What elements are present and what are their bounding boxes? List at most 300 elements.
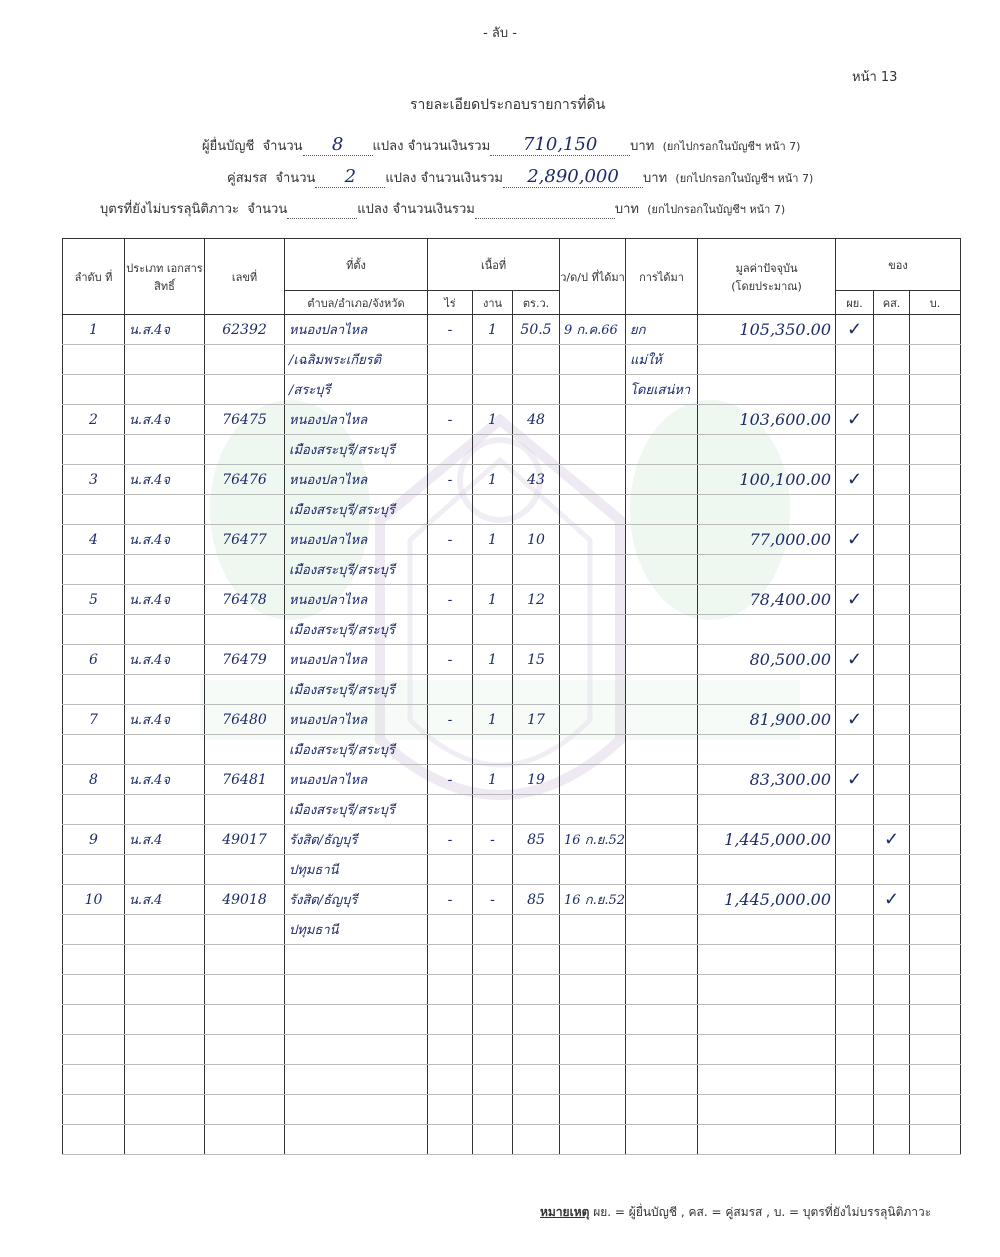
cell-doc-no — [205, 855, 285, 885]
cell-owner-decl — [836, 495, 874, 525]
table-row — [63, 1125, 961, 1155]
cell-date — [560, 615, 626, 645]
footnote-text: ผย. = ผู้ยื่นบัญชี , คส. = คู่สมรส , บ. = บุตรที่ยังไม่บรรลุนิติภาวะ — [593, 1205, 932, 1219]
table-row — [63, 705, 961, 735]
cell-owner-decl: ✓ — [836, 405, 874, 435]
cell-owner-decl: ✓ — [836, 645, 874, 675]
cell-seq: 5 — [63, 585, 125, 615]
table-row — [63, 495, 961, 525]
cell-owner-decl — [836, 615, 874, 645]
cell-sqw — [513, 795, 560, 825]
cell-acquired — [626, 1005, 698, 1035]
cell-owner-child — [910, 1125, 961, 1155]
cell-doc-no — [205, 495, 285, 525]
cell-owner-child — [910, 825, 961, 855]
summary-spouse: คู่สมรส จำนวน 2 แปลง จำนวนเงินรวม 2,890,000 บาท (ยกไปกรอกในบัญชีฯ หน้า 7) — [227, 166, 814, 187]
cell-doc-no: 76476 — [205, 465, 285, 495]
cell-doc-no — [205, 915, 285, 945]
cell-ngan: 1 — [473, 465, 513, 495]
cell-ngan: - — [473, 825, 513, 855]
cell-doc-type — [125, 975, 205, 1005]
cell-acquired — [626, 705, 698, 735]
cell-date: 9 ก.ค.66 — [560, 315, 626, 345]
cell-owner-spouse — [874, 585, 910, 615]
cell-doc-no: 49017 — [205, 825, 285, 855]
table-row — [63, 375, 961, 405]
cell-value: 83,300.00 — [698, 765, 836, 795]
cell-date — [560, 795, 626, 825]
cell-sqw — [513, 615, 560, 645]
cell-rai — [428, 1035, 473, 1065]
cell-ngan — [473, 345, 513, 375]
cell-value — [698, 375, 836, 405]
table-row — [63, 1035, 961, 1065]
cell-owner-child — [910, 885, 961, 915]
cell-sqw — [513, 1125, 560, 1155]
cell-doc-type — [125, 915, 205, 945]
cell-doc-no — [205, 975, 285, 1005]
cell-doc-type — [125, 615, 205, 645]
cell-ngan — [473, 795, 513, 825]
cell-acquired — [626, 1065, 698, 1095]
cell-sqw: 85 — [513, 885, 560, 915]
cell-seq — [63, 615, 125, 645]
cell-owner-decl: ✓ — [836, 765, 874, 795]
cell-owner-spouse — [874, 1035, 910, 1065]
cell-location: หนองปลาไหล — [285, 465, 428, 495]
cell-owner-decl: ✓ — [836, 525, 874, 555]
cell-seq: 4 — [63, 525, 125, 555]
cell-sqw — [513, 975, 560, 1005]
cell-doc-no: 76475 — [205, 405, 285, 435]
cell-owner-child — [910, 765, 961, 795]
cell-rai — [428, 1125, 473, 1155]
cell-owner-spouse — [874, 1005, 910, 1035]
cell-owner-spouse — [874, 1125, 910, 1155]
cell-doc-no: 76477 — [205, 525, 285, 555]
cell-doc-type: น.ส.4จ — [125, 315, 205, 345]
cell-seq: 10 — [63, 885, 125, 915]
cell-ngan: 1 — [473, 705, 513, 735]
cell-owner-spouse — [874, 675, 910, 705]
cell-owner-spouse — [874, 495, 910, 525]
summary-declarant: ผู้ยื่นบัญชี จำนวน 8 แปลง จำนวนเงินรวม 710,150 บาท (ยกไปกรอกในบัญชีฯ หน้า 7) — [202, 134, 801, 155]
header-owner: ของ — [836, 239, 961, 291]
cell-sqw — [513, 735, 560, 765]
table-row — [63, 735, 961, 765]
cell-ngan — [473, 945, 513, 975]
cell-owner-spouse — [874, 765, 910, 795]
cell-value — [698, 1095, 836, 1125]
cell-rai: - — [428, 465, 473, 495]
cell-location: /สระบุรี — [285, 375, 428, 405]
cell-rai: - — [428, 525, 473, 555]
cell-owner-child — [910, 945, 961, 975]
cell-location: เมืองสระบุรี/สระบุรี — [285, 795, 428, 825]
cell-doc-type: น.ส.4 — [125, 825, 205, 855]
cell-location — [285, 1065, 428, 1095]
cell-date — [560, 705, 626, 735]
cell-doc-type: น.ส.4จ — [125, 705, 205, 735]
cell-date — [560, 1095, 626, 1125]
header-doc-type: ประเภท เอกสาร สิทธิ์ — [125, 239, 205, 315]
cell-value — [698, 1125, 836, 1155]
cell-seq — [63, 345, 125, 375]
cell-seq: 1 — [63, 315, 125, 345]
cell-sqw — [513, 855, 560, 885]
cell-owner-decl — [836, 915, 874, 945]
cell-doc-type — [125, 675, 205, 705]
cell-seq: 8 — [63, 765, 125, 795]
cell-date — [560, 465, 626, 495]
cell-owner-child — [910, 915, 961, 945]
cell-owner-spouse — [874, 705, 910, 735]
cell-value — [698, 975, 836, 1005]
cell-ngan — [473, 615, 513, 645]
cell-ngan — [473, 1095, 513, 1125]
cell-value — [698, 1005, 836, 1035]
cell-owner-child — [910, 525, 961, 555]
cell-location: เมืองสระบุรี/สระบุรี — [285, 495, 428, 525]
cell-value — [698, 675, 836, 705]
cell-doc-no — [205, 1065, 285, 1095]
cell-sqw: 12 — [513, 585, 560, 615]
cell-owner-spouse — [874, 525, 910, 555]
cell-acquired — [626, 585, 698, 615]
cell-acquired — [626, 525, 698, 555]
table-row — [63, 435, 961, 465]
cell-owner-decl — [836, 555, 874, 585]
header-seq: ลำดับ ที่ — [63, 239, 125, 315]
cell-sqw — [513, 945, 560, 975]
cell-sqw: 15 — [513, 645, 560, 675]
cell-sqw — [513, 1095, 560, 1125]
cell-ngan — [473, 735, 513, 765]
cell-doc-type — [125, 795, 205, 825]
cell-date — [560, 855, 626, 885]
cell-date — [560, 525, 626, 555]
cell-rai — [428, 795, 473, 825]
header-location-sub: ตำบล/อำเภอ/จังหวัด — [285, 291, 428, 315]
cell-sqw: 48 — [513, 405, 560, 435]
cell-seq — [63, 735, 125, 765]
cell-doc-no: 76480 — [205, 705, 285, 735]
cell-owner-decl — [836, 975, 874, 1005]
cell-doc-no — [205, 1125, 285, 1155]
cell-doc-type — [125, 1095, 205, 1125]
cell-rai: - — [428, 765, 473, 795]
cell-owner-decl — [836, 1065, 874, 1095]
cell-owner-decl — [836, 855, 874, 885]
cell-rai — [428, 735, 473, 765]
cell-doc-type — [125, 345, 205, 375]
footnote-label: หมายเหตุ — [540, 1205, 590, 1219]
cell-acquired: ยก — [626, 315, 698, 345]
cell-value: 1,445,000.00 — [698, 825, 836, 855]
cell-owner-decl — [836, 675, 874, 705]
cell-location: ปทุมธานี — [285, 855, 428, 885]
table-row — [63, 1005, 961, 1035]
cell-ngan: 1 — [473, 315, 513, 345]
cell-owner-decl — [836, 1095, 874, 1125]
cell-doc-no: 76479 — [205, 645, 285, 675]
table-row — [63, 765, 961, 795]
cell-doc-no — [205, 1005, 285, 1035]
cell-sqw — [513, 675, 560, 705]
cell-ngan: 1 — [473, 765, 513, 795]
cell-doc-type — [125, 1065, 205, 1095]
cell-location: หนองปลาไหล — [285, 705, 428, 735]
cell-ngan: 1 — [473, 645, 513, 675]
cell-sqw — [513, 375, 560, 405]
cell-date — [560, 645, 626, 675]
table-row — [63, 885, 961, 915]
cell-doc-no — [205, 945, 285, 975]
cell-doc-type — [125, 855, 205, 885]
cell-value: 77,000.00 — [698, 525, 836, 555]
cell-owner-child — [910, 1065, 961, 1095]
cell-rai — [428, 945, 473, 975]
cell-location: เมืองสระบุรี/สระบุรี — [285, 615, 428, 645]
cell-ngan — [473, 855, 513, 885]
cell-location: เมืองสระบุรี/สระบุรี — [285, 555, 428, 585]
cell-owner-decl — [836, 795, 874, 825]
cell-location: ปทุมธานี — [285, 915, 428, 945]
cell-owner-child — [910, 315, 961, 345]
cell-acquired — [626, 555, 698, 585]
cell-value — [698, 615, 836, 645]
cell-owner-child — [910, 435, 961, 465]
header-ngan: งาน — [473, 291, 513, 315]
cell-date — [560, 585, 626, 615]
cell-owner-decl — [836, 825, 874, 855]
cell-date: 16 ก.ย.52 — [560, 885, 626, 915]
table-row — [63, 825, 961, 855]
cell-sqw — [513, 915, 560, 945]
cell-owner-spouse — [874, 345, 910, 375]
cell-owner-spouse — [874, 975, 910, 1005]
cell-location — [285, 1035, 428, 1065]
header-owner-spouse: คส. — [874, 291, 910, 315]
cell-seq — [63, 915, 125, 945]
cell-rai — [428, 615, 473, 645]
cell-date — [560, 1035, 626, 1065]
table-row — [63, 555, 961, 585]
cell-location: หนองปลาไหล — [285, 645, 428, 675]
cell-value: 100,100.00 — [698, 465, 836, 495]
cell-sqw — [513, 495, 560, 525]
cell-doc-no — [205, 375, 285, 405]
cell-doc-type: น.ส.4จ — [125, 585, 205, 615]
cell-doc-no — [205, 1095, 285, 1125]
cell-ngan — [473, 1125, 513, 1155]
cell-location: หนองปลาไหล — [285, 525, 428, 555]
cell-date — [560, 675, 626, 705]
cell-owner-child — [910, 1035, 961, 1065]
cell-value — [698, 795, 836, 825]
cell-value: 78,400.00 — [698, 585, 836, 615]
cell-owner-child — [910, 405, 961, 435]
cell-owner-child — [910, 705, 961, 735]
cell-rai — [428, 435, 473, 465]
cell-seq: 6 — [63, 645, 125, 675]
cell-date — [560, 945, 626, 975]
cell-owner-child — [910, 375, 961, 405]
cell-date — [560, 735, 626, 765]
cell-value — [698, 915, 836, 945]
cell-ngan — [473, 495, 513, 525]
cell-doc-no — [205, 615, 285, 645]
cell-owner-decl — [836, 885, 874, 915]
cell-rai — [428, 1005, 473, 1035]
cell-ngan: - — [473, 885, 513, 915]
cell-location — [285, 1125, 428, 1155]
cell-seq — [63, 375, 125, 405]
cell-owner-child — [910, 855, 961, 885]
cell-owner-decl: ✓ — [836, 465, 874, 495]
cell-seq — [63, 855, 125, 885]
cell-ngan: 1 — [473, 585, 513, 615]
cell-seq — [63, 495, 125, 525]
cell-doc-type: น.ส.4จ — [125, 525, 205, 555]
cell-owner-spouse — [874, 945, 910, 975]
cell-acquired — [626, 735, 698, 765]
cell-owner-decl — [836, 735, 874, 765]
cell-owner-child — [910, 1095, 961, 1125]
table-row — [63, 345, 961, 375]
cell-ngan — [473, 1005, 513, 1035]
cell-sqw — [513, 1005, 560, 1035]
cell-acquired — [626, 855, 698, 885]
cell-owner-spouse — [874, 915, 910, 945]
cell-owner-child — [910, 585, 961, 615]
cell-location — [285, 1005, 428, 1035]
cell-sqw: 19 — [513, 765, 560, 795]
cell-doc-type — [125, 375, 205, 405]
cell-acquired: โดยเสน่หา — [626, 375, 698, 405]
cell-value — [698, 1035, 836, 1065]
cell-date — [560, 1065, 626, 1095]
cell-acquired — [626, 1035, 698, 1065]
cell-sqw — [513, 345, 560, 375]
table-row — [63, 525, 961, 555]
cell-owner-spouse — [874, 735, 910, 765]
cell-acquired — [626, 915, 698, 945]
cell-acquired — [626, 945, 698, 975]
cell-ngan: 1 — [473, 525, 513, 555]
cell-rai — [428, 975, 473, 1005]
cell-date: 16 ก.ย.52 — [560, 825, 626, 855]
cell-owner-child — [910, 555, 961, 585]
cell-acquired — [626, 495, 698, 525]
cell-seq — [63, 1065, 125, 1095]
cell-value: 1,445,000.00 — [698, 885, 836, 915]
cell-owner-child — [910, 465, 961, 495]
cell-value: 80,500.00 — [698, 645, 836, 675]
cell-owner-spouse — [874, 435, 910, 465]
cell-date — [560, 495, 626, 525]
cell-owner-decl — [836, 435, 874, 465]
cell-seq — [63, 795, 125, 825]
cell-owner-decl: ✓ — [836, 315, 874, 345]
cell-doc-type — [125, 555, 205, 585]
cell-seq: 7 — [63, 705, 125, 735]
table-row — [63, 585, 961, 615]
table-row — [63, 945, 961, 975]
cell-owner-child — [910, 645, 961, 675]
cell-value — [698, 735, 836, 765]
header-area: เนื้อที่ — [428, 239, 560, 291]
cell-value: 105,350.00 — [698, 315, 836, 345]
cell-value — [698, 435, 836, 465]
cell-date — [560, 975, 626, 1005]
page-title: รายละเอียดประกอบรายการที่ดิน — [410, 97, 606, 113]
cell-acquired — [626, 465, 698, 495]
cell-seq: 3 — [63, 465, 125, 495]
cell-owner-decl — [836, 375, 874, 405]
cell-owner-decl — [836, 945, 874, 975]
land-table — [62, 238, 961, 1155]
cell-acquired — [626, 1095, 698, 1125]
cell-ngan — [473, 435, 513, 465]
cell-acquired — [626, 435, 698, 465]
header-rai: ไร่ — [428, 291, 473, 315]
cell-acquired — [626, 765, 698, 795]
cell-owner-child — [910, 975, 961, 1005]
cell-location — [285, 1095, 428, 1125]
cell-rai — [428, 675, 473, 705]
cell-acquired — [626, 975, 698, 1005]
cell-value: 103,600.00 — [698, 405, 836, 435]
cell-owner-child — [910, 735, 961, 765]
cell-ngan — [473, 1065, 513, 1095]
cell-location — [285, 975, 428, 1005]
cell-seq — [63, 1095, 125, 1125]
cell-sqw: 50.5 — [513, 315, 560, 345]
cell-owner-spouse: ✓ — [874, 885, 910, 915]
cell-rai: - — [428, 825, 473, 855]
cell-owner-spouse — [874, 315, 910, 345]
cell-doc-no — [205, 675, 285, 705]
cell-doc-no — [205, 1035, 285, 1065]
cell-date — [560, 1005, 626, 1035]
cell-date — [560, 345, 626, 375]
cell-rai — [428, 1095, 473, 1125]
summary-child: บุตรที่ยังไม่บรรลุนิติภาวะ จำนวน แปลง จำนวนเงินรวม บาท (ยกไปกรอกในบัญชีฯ หน้า 7) — [100, 202, 786, 217]
cell-ngan — [473, 975, 513, 1005]
cell-location: หนองปลาไหล — [285, 405, 428, 435]
cell-doc-no: 49018 — [205, 885, 285, 915]
cell-doc-no: 76481 — [205, 765, 285, 795]
cell-doc-no — [205, 435, 285, 465]
header-owner-child: บ. — [910, 291, 961, 315]
cell-value — [698, 495, 836, 525]
cell-acquired: แม่ให้ — [626, 345, 698, 375]
cell-rai: - — [428, 705, 473, 735]
header-owner-decl: ผย. — [836, 291, 874, 315]
cell-owner-spouse — [874, 405, 910, 435]
table-row — [63, 405, 961, 435]
cell-location: /เฉลิมพระเกียรติ — [285, 345, 428, 375]
cell-owner-spouse — [874, 465, 910, 495]
cell-value — [698, 1065, 836, 1095]
cell-acquired — [626, 795, 698, 825]
cell-owner-spouse — [874, 615, 910, 645]
cell-location: เมืองสระบุรี/สระบุรี — [285, 675, 428, 705]
table-row — [63, 465, 961, 495]
cell-sqw — [513, 1065, 560, 1095]
cell-rai: - — [428, 405, 473, 435]
